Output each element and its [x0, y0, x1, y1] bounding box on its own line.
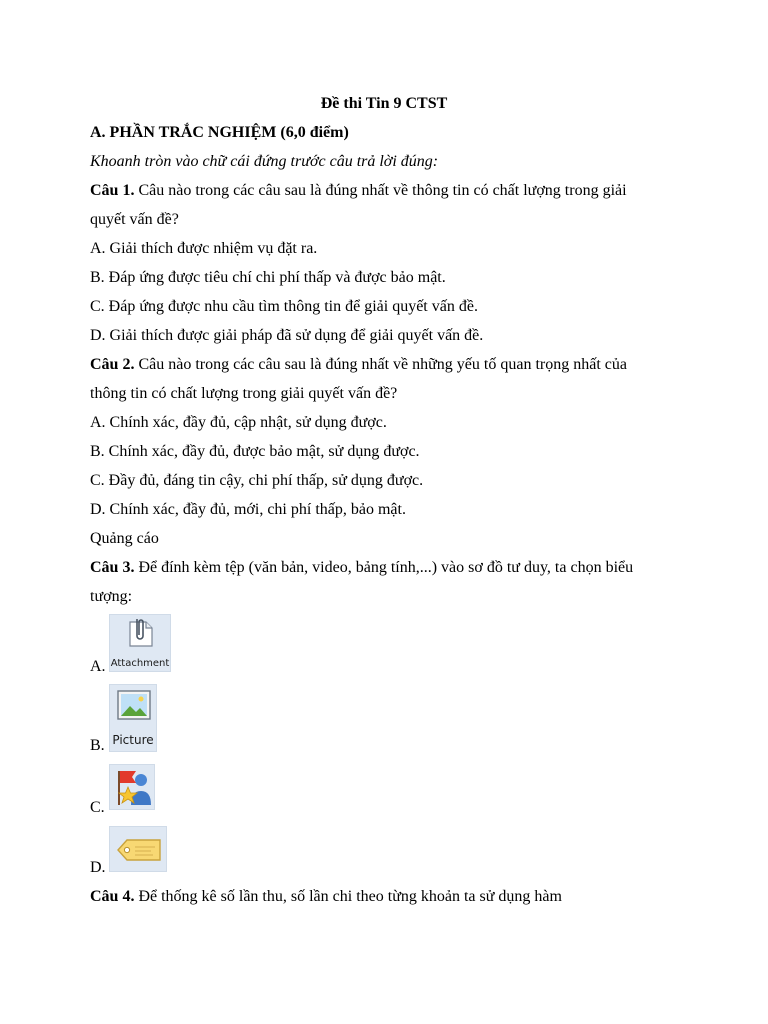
question-1-text: Câu nào trong các câu sau là đúng nhất về thông tin có chất lượng trong giải — [134, 182, 627, 199]
question-3 — [90, 558, 633, 578]
tag-option-image[interactable] — [109, 826, 167, 872]
question-1-option-a[interactable]: A. Giải thích được nhiệm vụ đặt ra. — [90, 240, 318, 257]
question-3-text: Để đính kèm tệp (văn bản, video, bảng tính,...) vào sơ đồ tư duy, ta chọn biểu — [134, 559, 634, 576]
flag-star-option-image[interactable] — [109, 764, 155, 810]
question-3-option-d-letter[interactable]: D. — [90, 859, 106, 876]
ad-label[interactable]: Quảng cáo — [90, 530, 159, 547]
question-3-label: Câu 3. — [90, 559, 135, 576]
question-1-text-cont: quyết vấn đề? — [90, 211, 179, 228]
paperclip-icon — [110, 615, 171, 655]
question-4-text: Để thống kê số lần thu, số lần chi theo từng khoản ta sử dụng hàm — [134, 888, 562, 905]
question-1-option-d[interactable]: D. Giải thích được giải pháp đã sử dụng để giải quyết vấn đề. — [90, 327, 484, 344]
picture-option-image[interactable] — [109, 684, 157, 752]
question-2-option-b[interactable]: B. Chính xác, đầy đủ, được bảo mật, sử dụng được. — [90, 443, 420, 460]
question-2 — [90, 355, 627, 375]
instruction-text: Khoanh tròn vào chữ cái đứng trước câu trả lời đúng: — [90, 153, 439, 170]
question-1-label: Câu 1. — [90, 182, 135, 199]
question-4 — [90, 887, 562, 907]
question-3-option-a-letter[interactable]: A. — [90, 658, 106, 675]
question-2-option-a[interactable]: A. Chính xác, đầy đủ, cập nhật, sử dụng được. — [90, 414, 387, 431]
section-a-heading: A. PHẦN TRẮC NGHIỆM (6,0 điểm) — [90, 124, 349, 141]
question-2-option-c[interactable]: C. Đầy đủ, đáng tin cậy, chi phí thấp, sử dụng được. — [90, 472, 424, 489]
question-2-text: Câu nào trong các câu sau là đúng nhất về những yếu tố quan trọng nhất của — [134, 356, 627, 373]
question-4-label: Câu 4. — [90, 888, 135, 905]
tag-label-icon — [110, 827, 167, 872]
picture-icon — [110, 685, 157, 731]
question-1 — [90, 181, 627, 201]
question-3-text-cont: tượng: — [90, 588, 133, 605]
question-3-option-c-letter[interactable]: C. — [90, 799, 105, 816]
document-title: Đề thi Tin 9 CTST — [320, 95, 448, 112]
flag-star-person-icon — [110, 765, 155, 810]
question-2-text-cont: thông tin có chất lượng trong giải quyết vấn đề? — [90, 385, 398, 402]
question-1-option-c[interactable]: C. Đáp ứng được nhu cầu tìm thông tin để giải quyết vấn đề. — [90, 298, 478, 315]
question-3-option-b-letter[interactable]: B. — [90, 737, 105, 754]
question-1-option-b[interactable]: B. Đáp ứng được tiêu chí chi phí thấp và được bảo mật. — [90, 269, 446, 286]
question-2-option-d[interactable]: D. Chính xác, đầy đủ, mới, chi phí thấp, bảo mật. — [90, 501, 406, 518]
question-2-label: Câu 2. — [90, 356, 135, 373]
attachment-caption: Attachment — [110, 658, 170, 669]
picture-caption: Picture — [112, 733, 154, 747]
attachment-option-image[interactable] — [109, 614, 171, 672]
